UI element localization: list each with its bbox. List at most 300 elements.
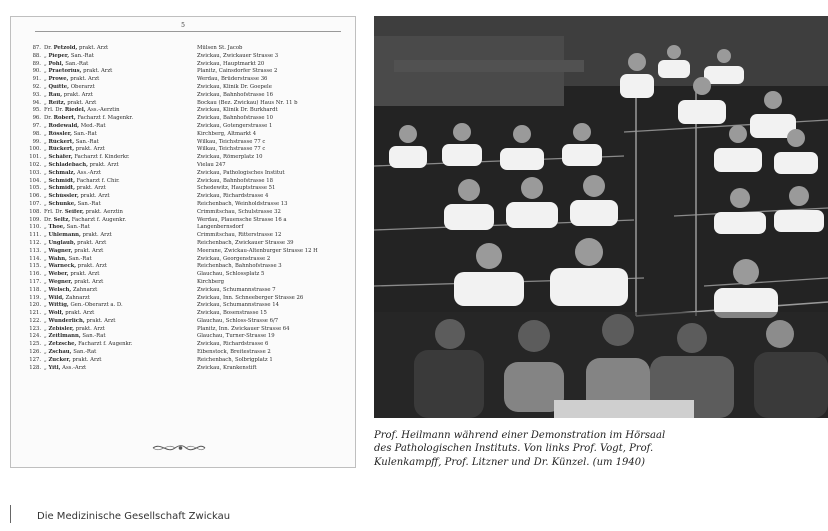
entry-address: Zwickau, Krankenstift bbox=[197, 364, 257, 371]
directory-entry bbox=[21, 92, 351, 100]
entry-name: Wunderlich, bbox=[48, 317, 85, 324]
directory-entry bbox=[21, 201, 351, 209]
entry-number: 94. bbox=[32, 99, 41, 106]
entry-number: 120. bbox=[29, 302, 41, 309]
entry-address: Kirchberg, Altmarkt 4 bbox=[197, 130, 257, 137]
entry-address: Reichenbach, Weinholdstrasse 13 bbox=[197, 200, 288, 207]
entry-address: Mülsen St. Jacob bbox=[197, 45, 243, 51]
entry-address: Planitz, Cainsdorfer Strasse 2 bbox=[197, 68, 278, 75]
entry-number: 100. bbox=[29, 146, 41, 153]
entry-title: „ bbox=[44, 83, 47, 90]
directory-entry bbox=[21, 287, 351, 295]
directory-entry bbox=[21, 185, 351, 193]
entry-title: Dr. bbox=[44, 216, 52, 223]
entry-title: Dr. bbox=[44, 115, 52, 122]
entry-role: San.-Rat bbox=[77, 200, 101, 207]
entry-title: „ bbox=[44, 356, 47, 363]
entry-role: San.-Rat bbox=[66, 224, 90, 231]
entry-role: Ass.-Aerztin bbox=[87, 107, 120, 114]
directory-entry bbox=[21, 240, 351, 248]
entry-title: „ bbox=[44, 138, 47, 145]
entry-number: 90. bbox=[32, 68, 41, 75]
entry-number: 97. bbox=[32, 122, 41, 129]
entry-address: Bockau (Bez. Zwickau) Haus Nr. 11 b bbox=[197, 99, 298, 106]
entry-name: Seltz, bbox=[53, 216, 71, 223]
entry-member bbox=[44, 365, 194, 373]
entry-name: Zucker, bbox=[48, 356, 71, 363]
entry-member bbox=[44, 256, 194, 264]
entry-number: 108. bbox=[29, 208, 41, 215]
entry-role: prakt. Arzt bbox=[70, 271, 100, 278]
entry-name: Uhlemann, bbox=[48, 232, 81, 239]
entry-title: „ bbox=[44, 263, 47, 270]
entry-address: Glauchau, Turner-Strasse 19 bbox=[197, 333, 275, 340]
entry-role: prakt. Arzt bbox=[75, 146, 105, 153]
entry-title: „ bbox=[44, 239, 47, 246]
entry-title: „ bbox=[44, 193, 47, 200]
entry-role: prakt. Arzt bbox=[76, 185, 106, 192]
entry-name: Thoe, bbox=[48, 224, 65, 231]
entry-address: Vielau 247 bbox=[197, 161, 226, 168]
page-header-rule bbox=[35, 31, 341, 32]
directory-entry bbox=[21, 263, 351, 271]
entry-member bbox=[44, 209, 194, 217]
entry-title: „ bbox=[44, 271, 47, 278]
entry-address: Zwickau, Bahnhofstrasse 10 bbox=[197, 115, 273, 122]
entry-number: 110. bbox=[29, 224, 41, 231]
entry-role: Zahnarzt bbox=[65, 294, 90, 301]
entry-title: „ bbox=[44, 302, 47, 309]
directory-entry bbox=[21, 271, 351, 279]
entry-name: Quitte, bbox=[48, 83, 70, 90]
entry-role: San.-Rat bbox=[75, 138, 99, 145]
entry-member bbox=[44, 349, 194, 357]
entry-name: Welsch, bbox=[48, 286, 72, 293]
entry-role: San.-Rat bbox=[73, 130, 97, 137]
entry-address: Kirchberg bbox=[197, 278, 225, 285]
entry-title: „ bbox=[44, 161, 47, 168]
directory-entry bbox=[21, 357, 351, 365]
photo-caption bbox=[374, 429, 814, 469]
entry-name: Weber, bbox=[48, 271, 69, 278]
entry-number: 125. bbox=[29, 341, 41, 348]
lecture-hall-photo bbox=[374, 16, 828, 418]
directory-entry bbox=[21, 365, 351, 373]
entry-number: 87. bbox=[32, 45, 41, 51]
directory-entry bbox=[21, 279, 351, 287]
entry-title: „ bbox=[44, 333, 47, 340]
entry-member bbox=[44, 232, 194, 240]
directory-entry bbox=[21, 162, 351, 170]
page-number: 5 bbox=[181, 22, 185, 29]
entry-title: „ bbox=[44, 224, 47, 231]
entry-name: Schäfer, bbox=[48, 154, 73, 161]
entry-name: Petzold, bbox=[53, 45, 78, 51]
entry-address: Crimmitschau, Ritterstrasse 12 bbox=[197, 232, 282, 239]
footer-title: Die Medizinische Gesellschaft Zwickau bbox=[37, 511, 231, 522]
entry-name: Schüssler, bbox=[48, 193, 79, 200]
entry-member bbox=[44, 279, 194, 287]
entry-title: „ bbox=[44, 146, 47, 153]
directory-entry bbox=[21, 178, 351, 186]
directory-entry bbox=[21, 232, 351, 240]
entry-role: San.-Rat bbox=[65, 60, 89, 67]
entry-member bbox=[44, 302, 194, 310]
entry-address: Zwickau, Klinik Dr. Goepele bbox=[197, 83, 272, 90]
entry-member bbox=[44, 115, 194, 123]
entry-number: 119. bbox=[29, 294, 41, 301]
entry-role: prakt. Arzt bbox=[70, 76, 100, 83]
entry-title: „ bbox=[44, 76, 47, 83]
entry-name: Zeitlmann, bbox=[48, 333, 81, 340]
entry-address: Zwickau, Bahnhofstrasse 16 bbox=[197, 91, 273, 98]
entry-name: Prowe, bbox=[48, 76, 69, 83]
entry-role: Facharzt f. Magenkr. bbox=[77, 115, 134, 122]
entry-number: 107. bbox=[29, 200, 41, 207]
entry-number: 126. bbox=[29, 349, 41, 356]
entry-title: Dr. bbox=[44, 45, 52, 51]
entry-name: Rückert, bbox=[48, 146, 75, 153]
entry-title: „ bbox=[44, 169, 47, 176]
entry-address: Zwickau, Klinik Dr. Burkhardt bbox=[197, 107, 278, 114]
entry-number: 93. bbox=[32, 91, 41, 98]
entry-member bbox=[44, 178, 194, 186]
entry-number: 103. bbox=[29, 169, 41, 176]
entry-number: 92. bbox=[32, 83, 41, 90]
entry-name: Praetorius, bbox=[48, 68, 82, 75]
entry-member bbox=[44, 318, 194, 326]
entry-role: Facharzt f. Augenkr. bbox=[71, 216, 127, 223]
footer-divider bbox=[10, 505, 11, 523]
directory-entry bbox=[21, 217, 351, 225]
entry-name: Zetzsche, bbox=[48, 341, 77, 348]
entry-name: Wahn, bbox=[48, 255, 67, 262]
entry-member bbox=[44, 185, 194, 193]
directory-entry bbox=[21, 326, 351, 334]
entry-number: 113. bbox=[29, 247, 41, 254]
entry-number: 98. bbox=[32, 130, 41, 137]
directory-entry bbox=[21, 68, 351, 76]
entry-title: Frl. Dr. bbox=[44, 208, 64, 215]
entry-name: Pohl, bbox=[48, 60, 64, 67]
entry-role: prakt. Arzt bbox=[74, 278, 104, 285]
entry-title: Frl. Dr. bbox=[44, 107, 64, 114]
entry-address: Zwickau, Inn. Schneeberger Strasse 26 bbox=[197, 294, 304, 301]
entry-address: Crimmitschau, Schulstrasse 32 bbox=[197, 208, 281, 215]
entry-number: 102. bbox=[29, 161, 41, 168]
entry-member bbox=[44, 224, 194, 232]
entry-name: Wolf, bbox=[48, 310, 64, 317]
entry-name: Warneck, bbox=[48, 263, 77, 270]
caption-line: Kulenkampff, Prof. Litzner und Dr. Künzel. (um 1940) bbox=[374, 456, 646, 468]
directory-entry bbox=[21, 248, 351, 256]
entry-role: Ass.-Arzt bbox=[76, 169, 101, 176]
entry-address: Zwickau, Bahnhofstrasse 18 bbox=[197, 177, 273, 184]
entry-number: 127. bbox=[29, 356, 41, 363]
directory-entry bbox=[21, 107, 351, 115]
entry-number: 104. bbox=[29, 177, 41, 184]
entry-member bbox=[44, 333, 194, 341]
entry-member bbox=[44, 201, 194, 209]
entry-address: Reichenbach, Solbrigplatz 1 bbox=[197, 356, 273, 363]
entry-member bbox=[44, 53, 194, 61]
entry-role: Med.-Rat bbox=[80, 122, 106, 129]
entry-role: San.-Rat bbox=[70, 52, 94, 59]
ornament-icon bbox=[149, 440, 207, 456]
entry-title: „ bbox=[44, 68, 47, 75]
entry-role: Zahnarzt bbox=[72, 286, 98, 293]
entry-member bbox=[44, 107, 194, 115]
directory-entry bbox=[21, 209, 351, 217]
entry-role: Gen.-Oberarzt a. D. bbox=[70, 302, 123, 309]
entry-name: Pieper, bbox=[48, 52, 70, 59]
entry-number: 122. bbox=[29, 317, 41, 324]
entry-member bbox=[44, 100, 194, 108]
directory-entry bbox=[21, 318, 351, 326]
entry-member bbox=[44, 170, 194, 178]
entry-role: Facharzt f. Augenkr. bbox=[78, 341, 133, 348]
entry-name: Rückert, bbox=[48, 138, 75, 145]
entry-name: Zebisler, bbox=[48, 325, 75, 332]
entry-member bbox=[44, 357, 194, 365]
entry-name: Schmidt, bbox=[48, 185, 75, 192]
entry-title: „ bbox=[44, 325, 47, 332]
entry-title: „ bbox=[44, 177, 47, 184]
entry-number: 109. bbox=[29, 216, 41, 223]
entry-name: Wittig, bbox=[48, 302, 69, 309]
caption-line: des Pathologischen Instituts. Von links Prof. Vogt, Prof. bbox=[374, 443, 654, 455]
entry-address: Schedewitz, Hauptstrasse 51 bbox=[197, 185, 276, 192]
entry-address: Zwickau, Römerplatz 10 bbox=[197, 154, 263, 161]
entry-address: Meerane, Zwickau-Altenburger Strasse 12 H bbox=[197, 247, 318, 254]
entry-name: Seifer, bbox=[64, 208, 84, 215]
entry-number: 95. bbox=[32, 107, 41, 114]
entry-name: Yitl, bbox=[48, 364, 61, 371]
entry-number: 88. bbox=[32, 52, 41, 59]
entry-member bbox=[44, 76, 194, 84]
caption-line: Prof. Heilmann während einer Demonstration im Hörsaal bbox=[374, 430, 666, 441]
entry-name: Unglaub, bbox=[48, 239, 76, 246]
entry-role: prakt. Arzt bbox=[79, 45, 109, 51]
entry-member bbox=[44, 45, 194, 53]
entry-name: Wild, bbox=[48, 294, 64, 301]
entry-member bbox=[44, 154, 194, 162]
directory-entry bbox=[21, 131, 351, 139]
entry-title: „ bbox=[44, 278, 47, 285]
entry-role: Ass.-Arzt bbox=[62, 364, 87, 371]
directory-entry bbox=[21, 154, 351, 162]
entry-member bbox=[44, 68, 194, 76]
entry-member bbox=[44, 193, 194, 201]
directory-entry bbox=[21, 295, 351, 303]
directory-entry bbox=[21, 123, 351, 131]
entry-title: „ bbox=[44, 154, 47, 161]
entry-role: prakt. Arzt bbox=[77, 239, 107, 246]
entry-role: prakt. Arzt bbox=[80, 193, 110, 200]
entry-name: Riedel, bbox=[64, 107, 86, 114]
entry-title: „ bbox=[44, 349, 47, 356]
entry-role: prakt. Arzt bbox=[77, 263, 107, 270]
entry-number: 96. bbox=[32, 115, 41, 122]
entry-address: Langenbernsdorf bbox=[197, 224, 244, 231]
entry-number: 116. bbox=[29, 271, 41, 278]
entry-member bbox=[44, 92, 194, 100]
entry-name: Wagner, bbox=[48, 247, 73, 254]
entry-number: 111. bbox=[29, 232, 41, 239]
entry-role: prakt. Arzt bbox=[65, 310, 95, 317]
directory-entry bbox=[21, 302, 351, 310]
entry-role: prakt. Arzt bbox=[74, 247, 104, 254]
entry-number: 99. bbox=[32, 138, 41, 145]
entry-number: 123. bbox=[29, 325, 41, 332]
entry-address: Zwickau, Richardstrasse 4 bbox=[197, 193, 269, 200]
entry-number: 89. bbox=[32, 60, 41, 67]
entry-member bbox=[44, 248, 194, 256]
entry-member bbox=[44, 146, 194, 154]
directory-entry bbox=[21, 224, 351, 232]
directory-entry bbox=[21, 139, 351, 147]
directory-entry bbox=[21, 146, 351, 154]
directory-entry bbox=[21, 310, 351, 318]
entry-role: prakt. Arzt bbox=[72, 356, 102, 363]
entry-member bbox=[44, 287, 194, 295]
entry-title: „ bbox=[44, 99, 47, 106]
entry-number: 117. bbox=[29, 278, 41, 285]
entry-role: prakt. Arzt bbox=[83, 68, 113, 75]
entry-role: prakt. Arzt bbox=[89, 161, 119, 168]
entry-member bbox=[44, 295, 194, 303]
entry-role: prakt. Arzt bbox=[63, 91, 93, 98]
entry-name: Zschau, bbox=[48, 349, 72, 356]
directory-page-scan bbox=[10, 16, 356, 468]
entry-address: Wilkau, Teichstrasse 77 c bbox=[197, 146, 266, 153]
directory-entry bbox=[21, 84, 351, 92]
entry-number: 105. bbox=[29, 185, 41, 192]
entry-address: Zwickau, Pathologisches Institut bbox=[197, 169, 285, 176]
entry-number: 124. bbox=[29, 333, 41, 340]
entry-member bbox=[44, 271, 194, 279]
entry-name: Robert, bbox=[53, 115, 76, 122]
entry-member bbox=[44, 131, 194, 139]
entry-number: 114. bbox=[29, 255, 41, 262]
entry-title: „ bbox=[44, 286, 47, 293]
entry-role: Oberarzt bbox=[70, 83, 95, 90]
entry-role: prakt. Arzt bbox=[75, 325, 105, 332]
directory-entry bbox=[21, 76, 351, 84]
entry-title: „ bbox=[44, 130, 47, 137]
entry-number: 112. bbox=[29, 239, 41, 246]
entry-address: Eibenstock, Breitestrasse 2 bbox=[197, 349, 271, 356]
entry-address: Reichenbach, Bahnhofstrasse 3 bbox=[197, 263, 282, 270]
entry-address: Zwickau, Bosenstrasse 15 bbox=[197, 310, 267, 317]
entry-role: prakt. Arzt bbox=[86, 317, 116, 324]
entry-address: Zwickau, Richardstrasse 6 bbox=[197, 341, 269, 348]
entry-number: 118. bbox=[29, 286, 41, 293]
directory-entry bbox=[21, 170, 351, 178]
entry-number: 128. bbox=[29, 364, 41, 371]
entry-number: 91. bbox=[32, 76, 41, 83]
entry-address: Wilkau, Teichstrasse 77 c bbox=[197, 138, 266, 145]
entry-number: 101. bbox=[29, 154, 41, 161]
entry-address: Glauchau, Schloss-Strasse 6/7 bbox=[197, 317, 279, 324]
entry-name: Rössler, bbox=[48, 130, 72, 137]
entry-name: Wegner, bbox=[48, 278, 73, 285]
entry-address: Zwickau, Schumannstrasse 14 bbox=[197, 302, 279, 309]
directory-entry bbox=[21, 193, 351, 201]
entry-title: „ bbox=[44, 60, 47, 67]
entry-address: Zwickau, Hauptmarkt 20 bbox=[197, 60, 265, 67]
entry-title: „ bbox=[44, 52, 47, 59]
entry-title: „ bbox=[44, 247, 47, 254]
entry-member bbox=[44, 310, 194, 318]
entry-title: „ bbox=[44, 341, 47, 348]
entry-address: Planitz, Inn. Zwickauer Strasse 64 bbox=[197, 325, 290, 332]
entry-name: Schmalz, bbox=[48, 169, 76, 176]
directory-entry bbox=[21, 341, 351, 349]
entry-number: 115. bbox=[29, 263, 41, 270]
entry-address: Werdau, Plauensche Strasse 16 a bbox=[197, 216, 287, 223]
entry-role: San.-Rat bbox=[73, 349, 97, 356]
entry-member bbox=[44, 123, 194, 131]
member-list bbox=[21, 45, 351, 372]
entry-title: „ bbox=[44, 185, 47, 192]
entry-name: Rodewald, bbox=[48, 122, 79, 129]
entry-title: „ bbox=[44, 200, 47, 207]
directory-entry bbox=[21, 61, 351, 69]
entry-title: „ bbox=[44, 294, 47, 301]
entry-name: Schmidt, bbox=[48, 177, 75, 184]
entry-address: Werdau, Brüderstrasse 36 bbox=[197, 76, 268, 83]
directory-entry bbox=[21, 349, 351, 357]
entry-role: Facharzt f. Chir. bbox=[76, 177, 120, 184]
directory-entry bbox=[21, 333, 351, 341]
entry-role: prakt. Arzt bbox=[82, 232, 112, 239]
entry-address: Zwickau, Schumannstrasse 7 bbox=[197, 286, 276, 293]
entry-name: Schladebach, bbox=[48, 161, 88, 168]
directory-entry bbox=[21, 100, 351, 108]
entry-title: „ bbox=[44, 232, 47, 239]
entry-address: Zwickau, Zwickauer Strasse 3 bbox=[197, 52, 279, 59]
entry-title: „ bbox=[44, 364, 47, 371]
directory-entry bbox=[21, 115, 351, 123]
entry-role: prakt. Aerztin bbox=[85, 208, 123, 215]
entry-member bbox=[44, 240, 194, 248]
entry-member bbox=[44, 162, 194, 170]
entry-name: Rau, bbox=[48, 91, 63, 98]
entry-member bbox=[44, 61, 194, 69]
entry-member bbox=[44, 341, 194, 349]
entry-member bbox=[44, 263, 194, 271]
directory-entry bbox=[21, 53, 351, 61]
entry-title: „ bbox=[44, 91, 47, 98]
entry-name: Schunke, bbox=[48, 200, 76, 207]
entry-member bbox=[44, 217, 194, 225]
entry-address: Reichenbach, Zwickauer Strasse 39 bbox=[197, 239, 294, 246]
entry-member bbox=[44, 326, 194, 334]
directory-entry bbox=[21, 256, 351, 264]
directory-entry bbox=[21, 45, 351, 53]
entry-role: Facharzt f. Kinderkr. bbox=[74, 154, 130, 161]
entry-number: 106. bbox=[29, 193, 41, 200]
entry-role: San.-Rat bbox=[68, 255, 92, 262]
entry-member bbox=[44, 84, 194, 92]
entry-address: Zwickau, Georgenstrasse 2 bbox=[197, 255, 271, 262]
entry-member bbox=[44, 139, 194, 147]
entry-name: Reitz, bbox=[48, 99, 66, 106]
entry-title: „ bbox=[44, 310, 47, 317]
entry-address: Glauchau, Schlossplatz 5 bbox=[197, 271, 265, 278]
entry-role: San.-Rat bbox=[82, 333, 106, 340]
